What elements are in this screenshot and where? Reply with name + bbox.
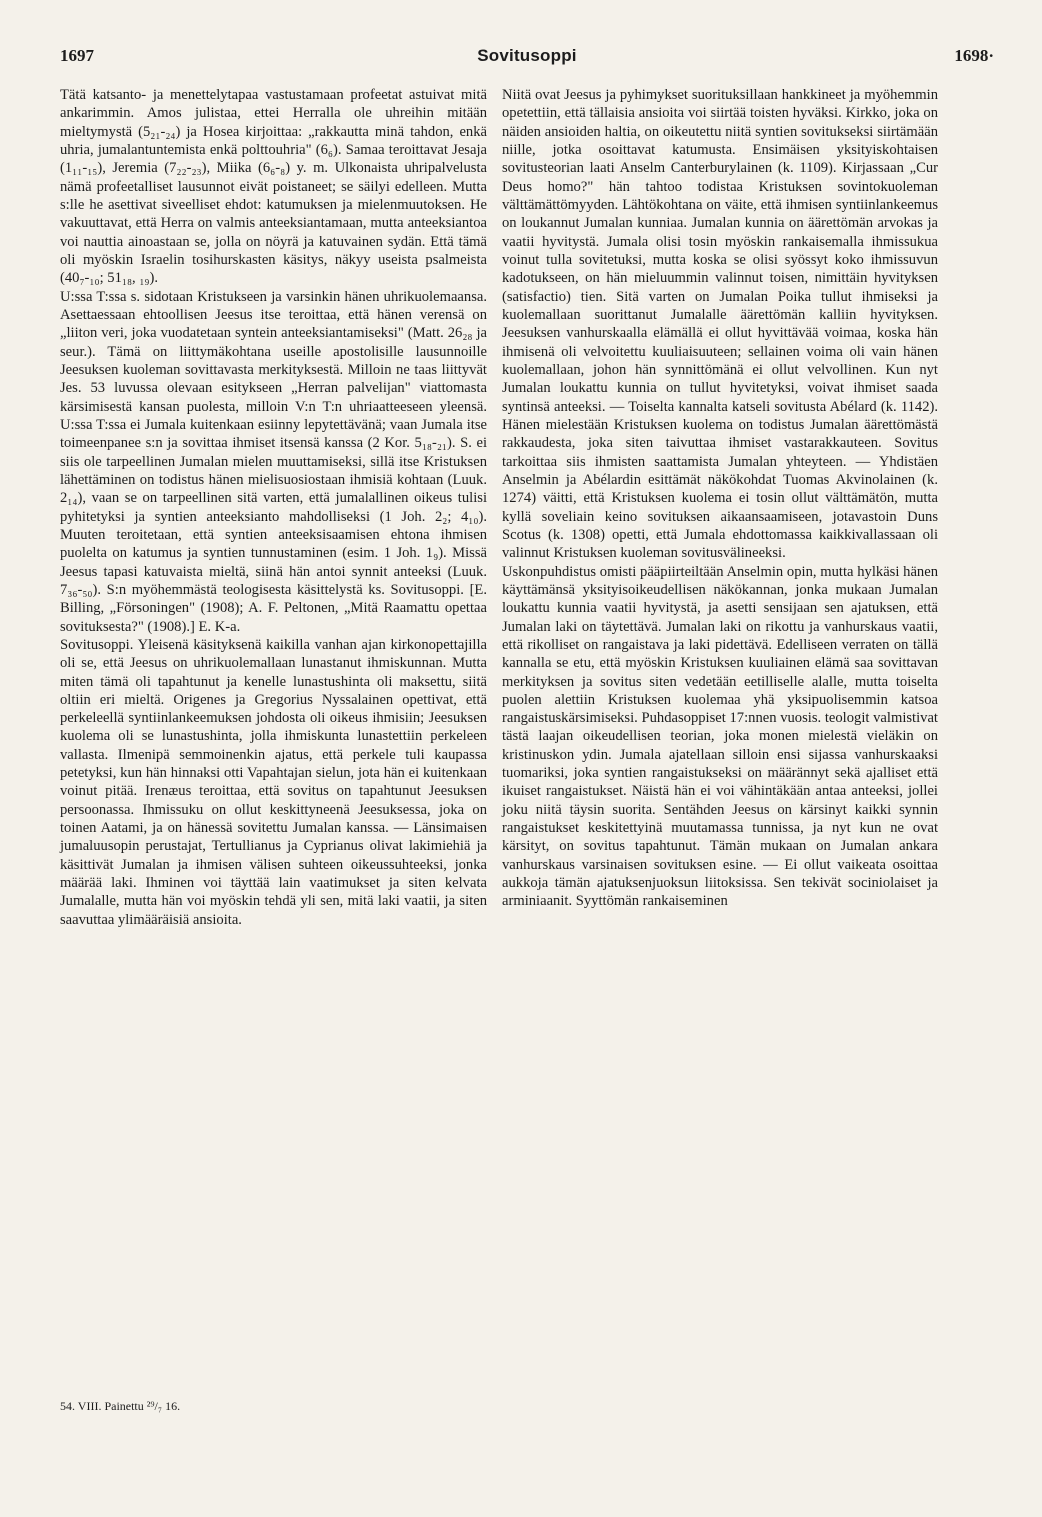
page-number-left: 1697	[60, 46, 94, 65]
paragraph-anselm-abelard: Niitä ovat Jeesus ja pyhimykset suorituksillaan hankkineet ja myöhemmin opetettiin, että tällaisia ansioita voi siirtää toisten hyväksi. Kirkko, joka on näiden ansioiden haltia, on oikeutettu niitä syntien sovitukseksi siirtämään niille, jotka osoittavat katumusta. Ensimäisen yksityiskohtaisen sovitusteorian laati Anselm Canterburylainen (k. 1109). Kirjassaan „Cur Deus homo?" hän tahtoo todistaa Kristuksen sovintokuoleman välttämättömyyden. Lähtökohtana on väite, että ihmisen syntiinlankeemus on loukannut Jumalan kunniaa. Jumalan kunnia on äärettömän arvokas ja vaatii hyvitystä. Jumala olisi tosin myöskin rankaisemalla ihmissukua voinut tulla sovitetuksi, mutta koska se olisi syössyt koko ihmissuvun kadotukseen, on hän mieluummin valinnut toisen, nimittäin hyvityksen (satisfactio) tien. Sitä varten on Jumalan Poika tullut ihmiseksi ja kuolemallaan suorittanut Jumalalle äärettömän kalliin hyvityksen. Jeesuksen vanhurskaalla elämällä ei ollut hyvittävää voimaa, koska hän ihmisenä oli velvoitettu kuuliaisuuteen; sellainen voima oli vain hänen kuolemallaan, johon hän synnittömänä ei ollut velvollinen. Kun nyt Jumalan loukattu kunnia on tullut hyvitetyksi, voivat ihmiset saada syntinsä anteeksi. — Toiselta kannalta katseli sovitusta Abélard (k. 1142). Hänen mielestään Kristuksen kuolema on todistus Jumalan äärettömästä rakkaudesta, joka siten taivuttaa ihmiset vastarakkauteen. Sovitus tarkoittaa siis ihmisten saattamista Jumalan yhteyteen. — Yhdistäen Anselmin ja Abélardin esittämät näkökohdat Tuomas Akvinolainen (k. 1274) väitti, että Kristuksen kuolema ei tosin ollut välttämätön, mutta kyllä soveliain keino sovituksen aikaansaamiseen, jotavastoin Duns Scotus (k. 1308) opetti, että Jumala ehdottomassa kaikkivallassaan oli valinnut Kristuksen kuoleman sovitusvälineeksi.	[502, 87, 938, 562]
running-title: Sovitusoppi	[477, 46, 577, 65]
page-number-right: 1698·	[954, 46, 994, 65]
print-footer: 54. VIII. Painettu ²⁹/₇ 16.	[60, 1399, 181, 1413]
paragraph-sovitusoppi-intro: Sovitusoppi. Yleisenä käsityksenä kaikilla vanhan ajan kirkonopettajilla oli se, että Jeesus on uhrikuolemallaan lunastanut ihmiskunnan. Mutta miten tämä oli tapahtunut ja kenelle lunastushinta oli maksettu, siitä oltiin eri mieltä. Origenes ja Gregorius Nyssalainen opettivat, että perkeleellä syntiinlankeemuksen johdosta oli oikeus ihmisiin; Jeesuksen kuolema oli se lunastushinta, jolla ihmiskunta lunastettiin perkeleen vallasta. Ilmenipä semmoinenkin ajatus, että perkele tuli kaupassa petetyksi, kun hän hinnaksi otti Vapahtajan sielun, jota hän ei kuitenkaan voinut pitää. Irenæus teroittaa, että sovitus on tapahtunut Jeesuksen persoonassa. Ihmissuku on ollut keskittyneenä Jeesuksessa, joka on toinen Aatami, ja on hänessä sovitettu Jumalan kanssa. — Länsimaisen jumaluusopin perustajat, Tertullianus ja Cyprianus olivat lakimiehiä ja käsittivät Jumalan ja ihmisen välisen suhteen oikeussuhteeksi, jonka määrää laki. Ihminen voi täyttää lain vaatimukset ja siten kelvata Jumalalle, mutta hän voi myöskin tehdä yli sen, mitä laki vaatii, ja siten saavuttaa ylimääräisiä ansioita.	[60, 636, 487, 928]
paragraph-uhri-profeetat: Tätä katsanto- ja menettelytapaa vastustamaan profeetat astuivat mitä ankarimmin. Amos julistaa, ettei Herralla ole uhreihin mitään mieltymystä (5₂₁-₂₄) ja Hosea kirjoittaa: „rakkautta minä tahdon, enkä uhria, jumalantuntemista enkä polttouhria" (6₆). Samaa teroittavat Jesaja (1₁₁-₁₅), Jeremia (7₂₂-₂₃), Miika (6₆-₈) y. m. Ulkonaista uhripalvelusta nämä profeetalliset lausunnot eivät poistaneet; se säilyi edelleen. Mutta s:lle he asettivat siveelliset ehdot: katumuksen ja mielenmuutoksen. He vakuuttavat, että Herra on valmis anteeksiantamaan, mutta anteeksiantoa voi nauttia ainoastaan se, jolla on nöyrä ja katuvainen sydän. Että tämä oli myöskin Israelin tosihurskasten käsitys, näkyy useista psalmeista (40₇-₁₀; 51₁₈, ₁₉).	[60, 87, 487, 287]
paragraph-uusi-testamentti: U:ssa T:ssa s. sidotaan Kristukseen ja varsinkin hänen uhrikuolemaansa. Asettaessaan ehtoollisen Jeesus itse teroittaa, että hänen verensä on „liiton veri, joka vuodatetaan syntein anteeksiantamiseksi" (Matt. 26₂₈ ja seur.). Tämä on liittymäkohtana useille apostolisille lausunnoille Jeesuksen kuoleman sovittavasta merkityksestä. Milloin ne taas liittyvät Jes. 53 luvussa olevaan esitykseen „Herran palvelijan" viattomasta kärsimisestä kansan puolesta, milloin V:n T:n uhriaatteeseen yleensä. U:ssa T:ssa ei Jumala kuitenkaan esiinny lepytettävänä; vaan Jumala itse toimeenpanee s:n ja sovittaa ihmiset itsensä kanssa (2 Kor. 5₁₈-₂₁). S. ei siis ole tarpeellinen Jumalan mielen muuttamiseksi, sillä itse Kristuksen lähettäminen on todistus hänen mielisuosiostaan ihmisiä kohtaan (Luuk. 2₁₄), vaan se on tarpeellinen sitä varten, että jumalallinen oikeus tulisi pyhitetyksi ja syntien anteeksianto mahdolliseksi (1 Joh. 2₂; 4₁₀). Muuten teroitetaan, että syntien anteeksisaamisen ehtona ihmisen puolelta on katumus ja syntien tunnustaminen (esim. 1 Joh. 1₉). Missä Jeesus tapasi katuvaista mieltä, siinä hän antoi synnit anteeksi (Luuk. 7₃₆-₅₀). S:n myöhemmästä teologisesta käsittelystä ks. Sovitusoppi. [E. Billing, „Försoningen" (1908); A. F. Peltonen, „Mitä Raamattu opettaa sovituksesta?" (1908).] E. K-a.	[60, 288, 487, 635]
paragraph-uskonpuhdistus: Uskonpuhdistus omisti pääpiirteiltään Anselmin opin, mutta hylkäsi hänen käyttämänsä yksityisoikeudellisen näkökannan, jonka mukaan Jumalan loukattu kunnia vaatii hyvitystä, ja asetti sensijaan sen ajatuksen, että Jumalan laki on täytettävä. Jumalan laki on rikottu ja vanhurskaus vaatii, että rikolliset on rangaistava ja laki pidettävä. Edelliseen verraten on tällä kannalla se etu, että myöskin Kristuksen kuuliainen elämä saa sovittavan merkityksen ja sovitus siten vedetään eetilliselle alalle, mutta toiselta puolen alettiin Kristuksen kuolemaa yhä yksipuolisemmin katsoa rangaistuskärsimiseksi. Puhdasoppiset 17:nnen vuosis. teologit valmistivat tästä laajan oikeudellisen teorian, joka monen mielestä vieläkin on kristinuskon ydin. Jumala ajatellaan silloin ensi sijassa vanhurskaaksi tuomariksi, joka syntien rangaistukseksi on määrännyt sekä ajalliset että ikuiset rangaistukset. Näistä hän ei voi vähintäkään antaa anteeksi, jollei joku niitä täysin suorita. Sentähden Jeesus on kärsinyt kaikki synnin rangaistukset keskitettyinä muutamassa tunnissa, ja nyt kun ne ovat kärsityt, on sovitus tapahtunut. Tämän mukaan on Jumalan ankara vanhurskaus varsinaisen sovituksen esine. — Ei ollut vaikeata osoittaa aukkoja tämän ajatuksenjuoksun liitoksissa. Sen tekivät sociniolaiset ja arminiaanit. Syyttömän rankaiseminen	[502, 563, 938, 910]
left-column	[60, 86, 487, 929]
right-column	[502, 86, 938, 911]
page-header	[60, 46, 994, 72]
